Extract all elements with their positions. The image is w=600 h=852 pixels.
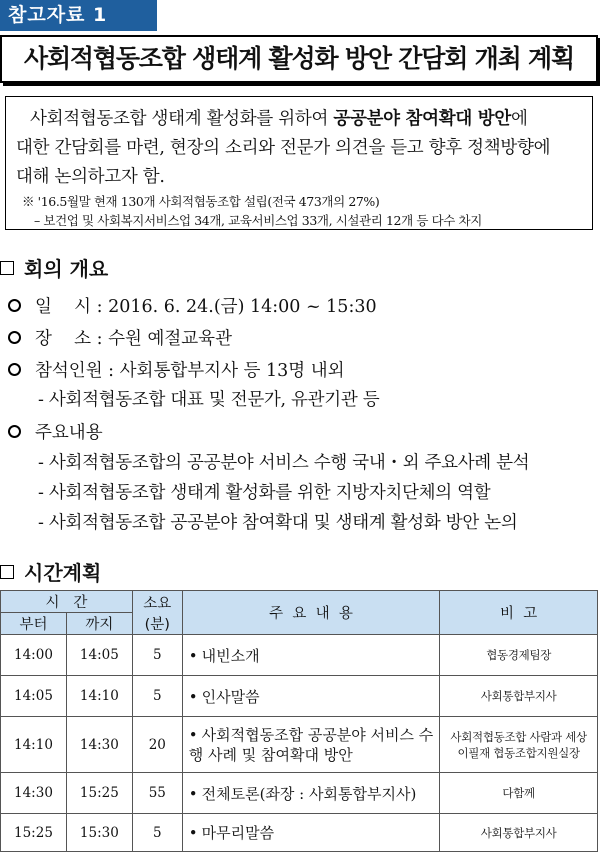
overview-attendees [8, 357, 345, 382]
header-duration-line1: 소요 [143, 595, 172, 612]
summary-note-sub: – 보건업 및 사회복지서비스업 34개, 교육서비스업 33개, 시설관리 12개 등 다수 차지 [34, 213, 482, 228]
main-item: - 사회적협동조합의 공공분야 서비스 수행 국내・외 주요사례 분석 [38, 453, 530, 473]
header-content: 주 요 내 용 [182, 591, 440, 635]
cell-minutes: 5 [132, 635, 182, 676]
overview-date-text: 일 시 : 2016. 6. 24.(금) 14:00 ~ 15:30 [35, 297, 377, 317]
overview-date [8, 293, 377, 318]
cell-note: 협동경제팀장 [440, 635, 598, 676]
summary-box [5, 96, 593, 230]
section-heading-overview [0, 253, 108, 282]
header-time: 시 간 [1, 591, 133, 613]
cell-content-text: 내빈소개 [201, 646, 260, 665]
overview-place [8, 325, 232, 350]
circle-bullet-icon [8, 331, 21, 344]
overview-main [8, 419, 103, 444]
cell-note: 사회통합부지사 [440, 814, 598, 852]
cell-content: • 마무리말씀 [182, 814, 440, 852]
table-row [1, 814, 598, 852]
cell-minutes: 55 [132, 773, 182, 814]
header-duration [132, 591, 182, 635]
table-row [1, 717, 598, 773]
cell-to: 15:25 [66, 773, 132, 814]
cell-from: 14:30 [1, 773, 67, 814]
cell-minutes: 20 [132, 717, 182, 773]
cell-content: • 전체토론(좌장 : 사회통합부지사) [182, 773, 440, 814]
cell-content: • 내빈소개 [182, 635, 440, 676]
cell-to: 14:30 [66, 717, 132, 773]
cell-from: 14:05 [1, 676, 67, 717]
circle-bullet-icon [8, 425, 21, 438]
summary-text [16, 105, 584, 192]
cell-content: • 사회적협동조합 공공분야 서비스 수행 사례 및 참여확대 방안 [182, 717, 440, 773]
section-heading-text: 회의 개요 [24, 257, 109, 281]
cell-note: 사회적협동조합 사람과 세상 이필재 협동조합지원실장 [440, 717, 598, 773]
overview-main-label: 주요내용 [35, 423, 103, 443]
overview-attendees-text: 참석인원 : 사회통합부지사 등 13명 내외 [35, 361, 345, 381]
reference-label: 참고자료 1 [0, 0, 157, 31]
document-title: 사회적협동조합 생태계 활성화 방안 간담회 개최 계획 [0, 35, 598, 83]
cell-from: 14:10 [1, 717, 67, 773]
summary-line1-bold: 공공분야 참여확대 방안 [333, 109, 511, 129]
cell-to: 14:05 [66, 635, 132, 676]
main-item: - 사회적협동조합 생태계 활성화를 위한 지방자치단체의 역할 [38, 483, 491, 503]
schedule-table [0, 590, 598, 852]
table-row [1, 773, 598, 814]
header-to: 까지 [66, 613, 132, 635]
square-bullet-icon [0, 565, 14, 579]
summary-line1-b: 에 [510, 109, 528, 129]
main-item: - 사회적협동조합 공공분야 참여확대 및 생태계 활성화 방안 논의 [38, 513, 518, 533]
cell-content-text: 인사말씀 [201, 687, 260, 706]
cell-content-text: 마무리말씀 [201, 824, 275, 842]
table-row [1, 676, 598, 717]
section-heading-schedule [0, 557, 101, 586]
cell-note: 다함께 [440, 773, 598, 814]
circle-bullet-icon [8, 363, 21, 376]
summary-line2: 대한 간담회를 마련, 현장의 소리와 전문가 의견을 듣고 향후 정책방향에 [16, 138, 551, 158]
summary-note: ※ '16.5월말 현재 130개 사회적협동조합 설립(전국 473개의 27%) [22, 194, 380, 209]
table-row [1, 635, 598, 676]
cell-content: • 인사말씀 [182, 676, 440, 717]
header-from: 부터 [1, 613, 67, 635]
header-duration-line2: (분) [144, 616, 170, 633]
overview-place-text: 장 소 : 수원 예절교육관 [35, 329, 232, 349]
cell-minutes: 5 [132, 676, 182, 717]
header-note: 비 고 [440, 591, 598, 635]
summary-line3: 대해 논의하고자 함. [16, 167, 165, 187]
cell-from: 15:25 [1, 814, 67, 852]
section-heading-text: 시간계획 [24, 561, 102, 585]
cell-from: 14:00 [1, 635, 67, 676]
overview-attendees-detail: - 사회적협동조합 대표 및 전문가, 유관기관 등 [38, 390, 380, 410]
summary-line1-a: 사회적협동조합 생태계 활성화를 위하여 [30, 109, 334, 129]
cell-content-text: 전체토론(좌장 : 사회통합부지사) [201, 784, 417, 803]
cell-content-text: 사회적협동조합 공공분야 서비스 수행 사례 및 참여확대 방안 [188, 725, 434, 764]
square-bullet-icon [0, 261, 14, 275]
cell-note: 사회통합부지사 [440, 676, 598, 717]
cell-to: 14:10 [66, 676, 132, 717]
cell-minutes: 5 [132, 814, 182, 852]
cell-to: 15:30 [66, 814, 132, 852]
circle-bullet-icon [8, 299, 21, 312]
